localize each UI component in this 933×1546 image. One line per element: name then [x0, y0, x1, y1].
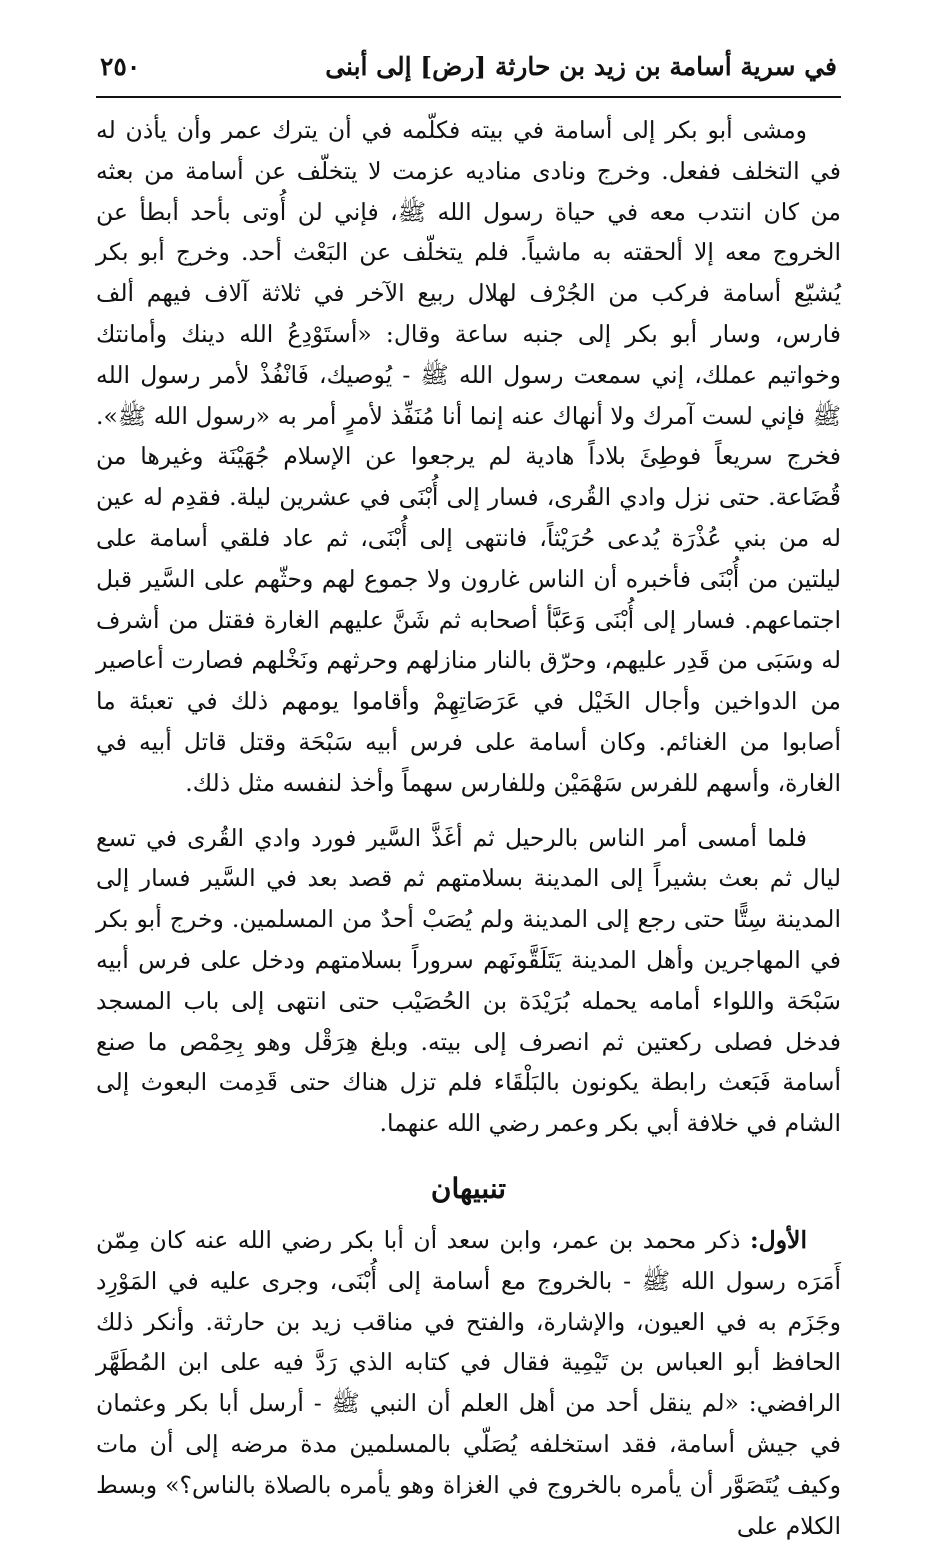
paragraph: [96, 1220, 841, 1546]
page-number: ٢٥٠: [100, 52, 141, 81]
paragraph: [96, 110, 841, 804]
paragraph: [96, 818, 841, 1144]
running-head: [96, 52, 841, 96]
running-head-title: في سرية أسامة بن زيد بن حارثة [رض] إلى أبنى: [325, 52, 837, 81]
paragraph-text: ذكر محمد بن عمر، وابن سعد أن أبا بكر رضي الله عنه كان مِمّن أَمَرَه رسول الله ﷺ - بالخروج مع أسامة إلى أُبْنَى، وجرى عليه في المَوْرِد وجَزَم به في العيون، والإشارة، والفتح في مناقب زيد بن حارثة. وأنكر ذلك الحافظ أبو العباس بن تَيْمِية فقال في كتابه الذي رَدَّ فيه على ابن المُطَهَّر الرافضي: «لم ينقل أحد من أهل العلم أن النبي ﷺ - أرسل أبا بكر وعثمان في جيش أسامة، فقد استخلفه يُصَلّي بالمسلمين مدة مرضه إلى أن مات وكيف يُتَصَوَّر أن يأمره بالخروج في الغزاة وهو يأمره بالصلاة بالناس؟» وبسط الكلام على: [96, 1225, 841, 1540]
book-page: [96, 52, 841, 1546]
header-rule: [96, 96, 841, 98]
body-text: [96, 110, 841, 1546]
section-heading: تنبيهان: [430, 1171, 507, 1205]
paragraph-text: فلما أمسى أمر الناس بالرحيل ثم أغَذَّ السَّير فورد وادي القُرى في تسع ليال ثم بعث بشيراً إلى المدينة بسلامتهم ثم قصد بعد في السَّير فسار إلى المدينة سِتًّا حتى رجع إلى المدينة ولم يُصَبْ أحدٌ من المسلمين. وخرج أبو بكر في المهاجرين وأهل المدينة يَتَلَقَّونَهم سروراً بسلامتهم ودخل على فرس أبيه سَبْحَة واللواء أمامه يحمله بُرَيْدَة بن الحُصَيْب حتى انتهى إلى باب المسجد فدخل فصلى ركعتين ثم انصرف إلى بيته. وبلغ هِرَقْل وهو بِحِمْص ما صنع أسامة فَبَعث رابطة يكونون بالبَلْقَاء فلم تزل هناك حتى قَدِمت البعوث إلى الشام في خلافة أبي بكر وعمر رضي الله عنهما.: [96, 823, 841, 1138]
paragraph-text: ومشى أبو بكر إلى أسامة في بيته فكلّمه في أن يترك عمر وأن يأذن له في التخلف ففعل. وخرج ونادى مناديه عزمت لا يتخلّف عن أسامة من بعثه من كان انتدب معه في حياة رسول الله ﷺ، فإني لن أُوتى بأحد أبطأ عن الخروج معه إلا ألحقته به ماشياً. فلم يتخلّف عن البَعْث أحد. وخرج أبو بكر يُشيّع أسامة فركب من الجُرْف لهلال ربيع الآخر في ثلاثة آلاف فيهم ألف فارس، وسار أبو بكر إلى جنبه ساعة وقال: «أستَوْدِعُ الله دينك وأمانتك وخواتيم عملك، إني سمعت رسول الله ﷺ - يُوصيك، فَانْفُذْ لأمر رسول الله ﷺ فإني لست آمرك ولا أنهاك عنه إنما أنا مُنَفِّذ لأمرٍ أمر به «رسول الله ﷺ». فخرج سريعاً فوطِئَ بلاداً هادية لم يرجعوا عن الإسلام جُهَيْنَة وغيرها من قُضَاعة. حتى نزل وادي القُرى، فسار إلى أُبْنَى في عشرين ليلة. فقدِم له عين له من بني عُذْرَة يُدعى حُرَيْثاً، فانتهى إلى أُبْنَى، ثم عاد فلقي أسامة على ليلتين من أُبْنَى فأخبره أن الناس غارون ولا جموع لهم وحثّهم على السَّير قبل اجتماعهم. فسار إلى أُبْنَى وَعَبَّأ أصحابه ثم شَنَّ عليهم الغارة فقتل من أشرف له وسَبَى من قَدِر عليهم، وحرّق بالنار منازلهم وحرثهم ونَخْلهم فصارت أعاصير من الدواخين وأجال الخَيْل في عَرَصَاتِهِمْ وأقاموا يومهم ذلك في تعبئة ما أصابوا من الغنائم. وكان أسامة على فرس أبيه سَبْحَة وقتل قاتل أبيه في الغارة، وأسهم للفرس سَهْمَيْن وللفارس سهماً وأخذ لنفسه مثل ذلك.: [96, 116, 841, 797]
section-lead: الأول:: [749, 1225, 807, 1254]
